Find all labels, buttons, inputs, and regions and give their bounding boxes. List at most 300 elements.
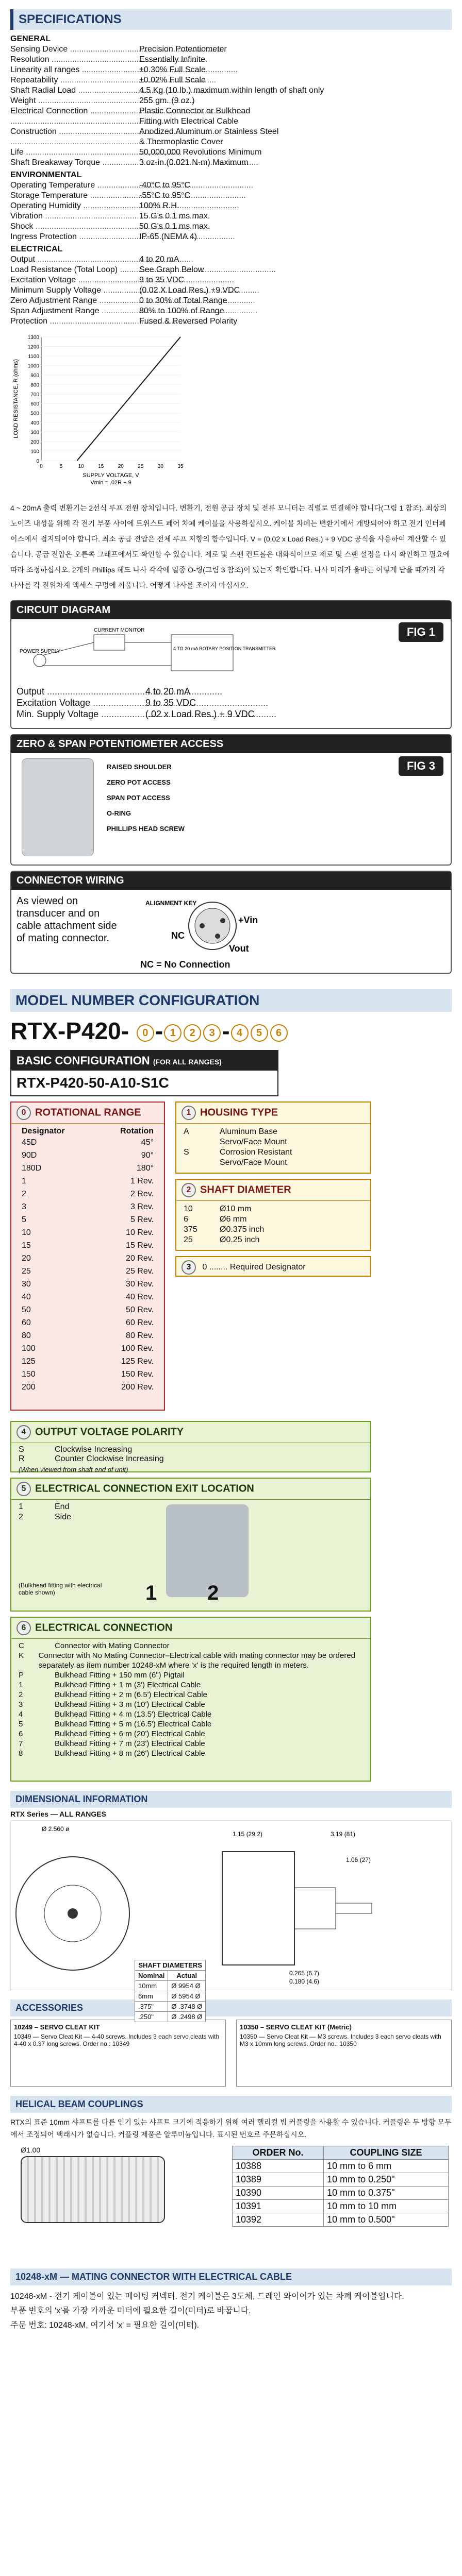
- shaft-dim-row: [135, 1981, 206, 1991]
- rot-col-rotation: Rotation: [120, 1127, 154, 1136]
- shaft-row: [184, 1204, 363, 1214]
- electrical-row: [10, 265, 452, 275]
- connection-row: [19, 1690, 363, 1700]
- rot-rotation: 100 Rev.: [121, 1344, 154, 1353]
- electrical-row: [10, 306, 452, 316]
- environmental-value: 15 G's 0.1 ms max.: [139, 212, 210, 221]
- polarity-rows: [11, 1443, 370, 1466]
- general-row: [10, 147, 452, 158]
- rot-rotation: 20 Rev.: [126, 1254, 154, 1263]
- fig3-badge: FIG 3: [399, 756, 443, 776]
- polarity-code: S: [19, 1445, 24, 1454]
- rot-rotation: 15 Rev.: [126, 1241, 154, 1250]
- exit-desc: Side: [55, 1513, 72, 1521]
- general-row: [10, 86, 452, 96]
- connector-text: As viewed on transducer and on cable attachment side of mating connector.: [16, 895, 117, 944]
- environmental-label: Operating Humidity .....: [10, 201, 139, 211]
- housing-code: [184, 1137, 220, 1147]
- housing-code: S: [184, 1148, 189, 1157]
- electrical-value: 0 to 30% of Total Range: [139, 296, 227, 305]
- rot-rotation: 40 Rev.: [126, 1293, 154, 1301]
- model-code: [10, 1017, 452, 1045]
- general-row: [10, 75, 452, 86]
- zero-span-section: [10, 734, 452, 866]
- connection-desc: Connector with Mating Connector: [55, 1641, 170, 1650]
- rotational-row: [22, 1316, 154, 1329]
- basic-configuration: [10, 1050, 278, 1096]
- rot-designator: 30: [22, 1280, 31, 1289]
- x-axis-label-2: Vmin = .02R + 9: [90, 480, 131, 486]
- accessories-row: [10, 2020, 452, 2087]
- connector-title: CONNECTOR WIRING: [11, 872, 451, 890]
- connection-code: 1: [19, 1681, 23, 1689]
- coupling-size: 10 mm to 0.375": [324, 2187, 449, 2200]
- shaft-desc: Ø0.375 inch: [220, 1225, 265, 1234]
- model-slot: 0: [137, 1024, 154, 1042]
- rot-rotation: 10 Rev.: [126, 1228, 154, 1237]
- exit-marker-2: 2: [207, 1582, 219, 1604]
- coupling-size: 10 mm to 0.500": [324, 2213, 449, 2227]
- housing-row: [184, 1158, 363, 1168]
- shaft-dim-row: [135, 1991, 206, 2002]
- electrical-row: [10, 296, 452, 306]
- general-row: [10, 127, 452, 137]
- rot-rotation: 5 Rev.: [130, 1215, 154, 1224]
- shaft-dim-rows: [135, 1981, 206, 2022]
- coupling-row: [233, 2173, 449, 2187]
- general-value: ±0.30% Full Scale: [139, 65, 206, 74]
- general-value: Precision Potentiometer: [139, 45, 227, 54]
- couplings-text: RTX의 표준 10mm 샤프트를 다른 인기 있는 샤프트 크기에 적응하기 위해 여러 헬리컬 빔 커플링을 사용할 수 있습니다. 커플링은 두 방향 모두에서 조정되어 백래시가 없습니다. 커플링 제품은 알루미늄입니다. 표시된 번호로 주문하십시오.: [10, 2118, 452, 2139]
- zero-span-label: ZERO POT ACCESS: [107, 778, 171, 786]
- environmental-items: [10, 180, 452, 242]
- housing-box: [175, 1101, 371, 1174]
- y-tick-label: 300: [30, 430, 39, 436]
- polarity-code: R: [19, 1454, 25, 1463]
- spec-list: [10, 34, 452, 327]
- electrical-value: See Graph Below: [139, 265, 204, 274]
- rotational-row: [22, 1252, 154, 1265]
- couplings-table: [232, 2146, 449, 2227]
- rotational-row: [22, 1149, 154, 1162]
- power-supply-symbol: [34, 654, 46, 667]
- coupling-image: [21, 2156, 165, 2223]
- rot-designator: 150: [22, 1370, 36, 1379]
- rot-rotation: 3 Rev.: [130, 1202, 154, 1211]
- connection-title: ELECTRICAL CONNECTION: [35, 1622, 173, 1634]
- general-value: ±0.02% Full Scale: [139, 76, 206, 84]
- x-tick-label: 25: [138, 464, 144, 469]
- polarity-desc: Clockwise Increasing: [55, 1445, 133, 1454]
- connection-row: [19, 1700, 363, 1709]
- electrical-value: Fused & Reversed Polarity: [139, 317, 238, 326]
- housing-num: 1: [182, 1106, 196, 1120]
- general-label: [10, 137, 139, 147]
- general-label: Construction .....: [10, 127, 139, 137]
- general-label: Shaft Radial Load .....: [10, 86, 139, 96]
- circuit-spec-value: 9 to 35 VDC: [145, 698, 196, 708]
- rotational-row: [22, 1213, 154, 1226]
- housing-desc: Servo/Face Mount: [220, 1158, 287, 1167]
- polarity-title: OUTPUT VOLTAGE POLARITY: [35, 1426, 184, 1438]
- transmitter-box: [171, 635, 233, 671]
- rotational-row: [22, 1188, 154, 1200]
- model-slot: 6: [270, 1024, 288, 1042]
- cable-text-1: 10248-xM - 전기 케이블이 있는 메이팅 커넥터. 전기 케이블은 3도체, 드레인 와이어가 있는 차폐 케이블입니다.: [10, 2292, 404, 2301]
- connection-row: [19, 1719, 363, 1729]
- rot-designator: 2: [22, 1190, 26, 1198]
- connection-desc: Bulkhead Fitting + 1 m (3') Electrical Cable: [55, 1681, 201, 1689]
- electrical-heading: ELECTRICAL: [10, 245, 63, 253]
- x-tick-label: 10: [78, 464, 84, 469]
- y-tick-label: 900: [30, 372, 39, 379]
- exit-box: [10, 1478, 371, 1612]
- y-tick-label: 700: [30, 392, 39, 398]
- shaft-diameters-table: [135, 1960, 206, 2022]
- cleat-right-text: 10350 — Servo Cleat Kit — M3 screws. Includes 3 each servo cleats with M3 x 10mm long screws. Order no.: 10350: [240, 2033, 441, 2047]
- coupling-size: 10 mm to 10 mm: [324, 2200, 449, 2213]
- rot-designator: 40: [22, 1293, 31, 1301]
- exit-note: (Bulkhead fitting with electrical cable shown): [19, 1582, 102, 1596]
- general-value: Essentially Infinite: [139, 55, 206, 64]
- required-num: 3: [182, 1260, 196, 1275]
- alignment-key-label: ALIGNMENT KEY: [145, 900, 197, 907]
- dimensional-title: DIMENSIONAL INFORMATION: [10, 1791, 452, 1808]
- environmental-row: [10, 232, 452, 242]
- environmental-row: [10, 222, 452, 232]
- environmental-heading: ENVIRONMENTAL: [10, 171, 82, 179]
- connection-num: 6: [16, 1621, 31, 1635]
- general-label: Life .....: [10, 147, 139, 158]
- rotational-row: [22, 1175, 154, 1188]
- environmental-value: -40°C to 95°C: [139, 181, 191, 190]
- connection-code: 8: [19, 1749, 23, 1758]
- coupling-row: [233, 2187, 449, 2200]
- y-tick-label: 1100: [28, 353, 39, 360]
- basic-example: RTX-P420-50-A10-S1C: [16, 1075, 169, 1091]
- housing-desc: Servo/Face Mount: [220, 1138, 287, 1146]
- rot-rotation: 25 Rev.: [126, 1267, 154, 1276]
- coupling-order: 10388: [233, 2160, 324, 2173]
- environmental-label: Ingress Protection .....: [10, 232, 139, 242]
- config-area: [10, 1101, 452, 1416]
- environmental-value: IP-65 (NEMA 4): [139, 232, 197, 241]
- environmental-label: Storage Temperature .....: [10, 191, 139, 201]
- rot-rotation: 180°: [136, 1164, 154, 1173]
- shaft-row: [184, 1214, 363, 1225]
- polarity-num: 4: [16, 1425, 31, 1439]
- general-row: [10, 65, 452, 75]
- cleat-kit-right: [236, 2020, 452, 2087]
- housing-desc: Corrosion Resistant: [220, 1148, 292, 1157]
- rotational-row: [22, 1342, 154, 1355]
- housing-row: [184, 1137, 363, 1147]
- x-tick-label: 30: [157, 464, 163, 469]
- electrical-label: Minimum Supply Voltage .....: [10, 285, 139, 296]
- y-tick-label: 100: [30, 449, 39, 455]
- shaft-nominal: .375": [135, 2002, 168, 2012]
- exit-desc: End: [55, 1502, 70, 1511]
- connection-row: [19, 1749, 363, 1758]
- circuit-diagram: [10, 600, 452, 729]
- coupling-row: [233, 2160, 449, 2173]
- shaft-nominal: 6mm: [135, 1991, 168, 2002]
- circuit-spec-row: [16, 697, 446, 708]
- monitor-label: CURRENT MONITOR: [94, 628, 145, 633]
- x-axis-label: SUPPLY VOLTAGE, V: [82, 472, 139, 479]
- required-code: 0: [202, 1263, 207, 1272]
- shaft-actual: Ø .3748 Ø: [168, 2002, 206, 2012]
- rotational-row: [22, 1303, 154, 1316]
- coupling-order: 10391: [233, 2200, 324, 2213]
- korean-description: 4 ~ 20mA 출력 변환기는 2선식 루프 전원 장치입니다. 변환기, 전원 공급 장치 및 전류 모니터는 직렬로 연결해야 합니다(그림 1 참조). 최상의 노이즈 내성을 위해 각 전기 부품 사이에 트위스트 페어 차폐 케이블을 사용하십시오. 케이블 차폐는 변환기에서 개방되어야 하고 전기 인터페이스에서 접지되어야 합니다. 최소 공급 전압은 전체 루프 저항의 함수입니다. V = (0.02 x Load Res.) + 9 VDC 공식을 사용하여 계산할 수 있습니다. 공급 전압은 오른쪽 그래프에서도 확인할 수 있습니다. 제로 및 스팬 컨트롤은 대화식이므로 제로 및 스팬 설정을 다시 확인하고 필요에 따라 조정하십시오. 2개의 Phillips 헤드 나사 각각에 일종 O-링(그림 3 참조)이 있는지 확인합니다. 나사 머리가 올바른 어떻게 닫을 때까지 각 나사를 각 전위차계 액세스 구멍에 끼웁니다. 어떻게 나사를 조이지 마십시오.: [10, 504, 450, 589]
- cleat-kit-left: [10, 2020, 226, 2087]
- electrical-label: Span Adjustment Range .....: [10, 306, 139, 316]
- connection-box: [10, 1617, 371, 1782]
- model-slot: 1: [164, 1024, 182, 1042]
- connection-row: [19, 1680, 363, 1690]
- shaft-desc: Ø0.25 inch: [220, 1235, 260, 1244]
- zero-span-label: O-RING: [107, 809, 131, 817]
- x-tick-label: 35: [177, 464, 184, 469]
- electrical-value: 9 to 35 VDC: [139, 276, 185, 284]
- rot-title: ROTATIONAL RANGE: [35, 1107, 141, 1118]
- connection-code: 3: [19, 1700, 23, 1709]
- rot-designator: 100: [22, 1344, 36, 1353]
- model-slot: 2: [184, 1024, 201, 1042]
- general-row: [10, 55, 452, 65]
- rot-rotation: 90°: [141, 1151, 154, 1160]
- shaft-desc: Ø10 mm: [220, 1205, 252, 1213]
- general-row: [10, 106, 452, 116]
- rot-designator: 45D: [22, 1138, 37, 1147]
- circuit-spec-label: Excitation Voltage .....: [16, 697, 145, 708]
- shaft-actual: Ø .2498 Ø: [168, 2012, 206, 2022]
- general-value: Plastic Connector or Bulkhead: [139, 107, 251, 115]
- environmental-value: 100% R.H.: [139, 201, 179, 210]
- environmental-row: [10, 211, 452, 222]
- connection-code: 6: [19, 1730, 23, 1738]
- model-prefix: RTX-P420-: [10, 1018, 129, 1044]
- y-tick-label: 1300: [27, 335, 39, 341]
- rot-designator: 180D: [22, 1164, 42, 1173]
- environmental-value: 50 G's 0.1 ms max.: [139, 222, 210, 231]
- housing-row: [184, 1127, 363, 1137]
- connection-row: [19, 1709, 363, 1719]
- transducer-image: [22, 758, 94, 856]
- rot-designator: 60: [22, 1318, 31, 1327]
- coupling-order: 10389: [233, 2173, 324, 2187]
- general-heading: GENERAL: [10, 35, 51, 43]
- rotational-row: [22, 1226, 154, 1239]
- general-label: Electrical Connection .....: [10, 106, 139, 116]
- x-tick-label: 20: [118, 464, 124, 469]
- general-value: 3 oz-in.(0.021 N-m) Maximum: [139, 158, 249, 167]
- environmental-value: -55°C to 95°C: [139, 191, 191, 200]
- polarity-desc: Counter Clockwise Increasing: [55, 1454, 164, 1463]
- general-label: Weight .....: [10, 96, 139, 106]
- environmental-label: Vibration .....: [10, 211, 139, 222]
- general-value: Anodized Aluminum or Stainless Steel: [139, 127, 279, 136]
- shaft-dim-row: [135, 2012, 206, 2022]
- general-value: Fitting with Electrical Cable: [139, 117, 239, 126]
- y-tick-label: 600: [30, 401, 39, 408]
- zero-span-label: RAISED SHOULDER: [107, 763, 172, 771]
- connection-row: [19, 1651, 363, 1670]
- connection-code: 4: [19, 1710, 23, 1719]
- electrical-value: 80% to 100% of Range: [139, 307, 224, 315]
- general-label: Linearity all ranges .....: [10, 65, 139, 75]
- rot-designator: 10: [22, 1228, 31, 1237]
- rotational-row: [22, 1368, 154, 1381]
- connection-code: 2: [19, 1690, 23, 1699]
- circuit-title: CIRCUIT DIAGRAM: [11, 601, 451, 619]
- connection-desc: Bulkhead Fitting + 5 m (16.5') Electrical Cable: [55, 1720, 212, 1728]
- vout-label: Vout: [229, 943, 249, 954]
- rot-designator: 90D: [22, 1151, 37, 1160]
- shaft-row: [184, 1225, 363, 1235]
- electrical-value: (0.02 X Load Res.) +9 VDC: [139, 286, 240, 295]
- zero-span-label: SPAN POT ACCESS: [107, 794, 170, 802]
- general-row: [10, 96, 452, 106]
- rot-designator: 15: [22, 1241, 31, 1250]
- electrical-row: [10, 285, 452, 296]
- y-tick-label: 400: [30, 420, 39, 427]
- rot-rotation: 1 Rev.: [130, 1177, 154, 1185]
- electrical-row: [10, 275, 452, 285]
- general-row: [10, 116, 452, 127]
- model-slot: 4: [231, 1024, 249, 1042]
- general-label: Resolution .....: [10, 55, 139, 65]
- required-label: Required Designator: [229, 1263, 306, 1272]
- rot-designator: 5: [22, 1215, 26, 1224]
- exit-marker-1: 1: [145, 1582, 157, 1604]
- dim-4: 0.265 (6.7): [289, 1970, 320, 1977]
- general-value: & Thermoplastic Cover: [139, 138, 223, 146]
- connection-code: 7: [19, 1739, 23, 1748]
- dim-2: 3.19 (81): [331, 1831, 356, 1838]
- shaft-code: 25: [184, 1235, 193, 1244]
- electrical-items: [10, 255, 452, 327]
- rotational-row: [22, 1239, 154, 1252]
- connection-row: [19, 1670, 363, 1680]
- connection-rows: [11, 1639, 370, 1760]
- general-value: 255 gm. (9 oz.): [139, 96, 195, 105]
- rot-rotation: 150 Rev.: [121, 1370, 154, 1379]
- current-monitor-box: [94, 635, 125, 650]
- coupling-dim: Ø1.00: [21, 2146, 41, 2154]
- zero-span-title: ZERO & SPAN POTENTIOMETER ACCESS: [11, 735, 451, 753]
- electrical-label: Load Resistance (Total Loop) .....: [10, 265, 139, 275]
- dim-1: 1.15 (29.2): [233, 1831, 263, 1838]
- shaft-row: [184, 1235, 363, 1245]
- housing-row: [184, 1147, 363, 1158]
- rotational-row: [22, 1265, 154, 1278]
- dia-label: Ø 2.560 ø: [42, 1825, 70, 1833]
- rot-rotation: 2 Rev.: [130, 1190, 154, 1198]
- shaft-table-title: SHAFT DIAMETERS: [135, 1960, 206, 1971]
- polarity-box: [10, 1421, 371, 1472]
- nc-label: NC: [171, 930, 185, 941]
- general-label: [10, 116, 139, 127]
- general-row: [10, 44, 452, 55]
- model-slots: 0 - 1 2 3 - 4 5 6: [136, 1018, 289, 1044]
- cleat-right-title: 10350 – SERVO CLEAT KIT (Metric): [240, 2023, 352, 2031]
- environmental-row: [10, 180, 452, 191]
- zero-span-label: PHILLIPS HEAD SCREW: [107, 825, 185, 833]
- x-tick-label: 15: [98, 464, 104, 469]
- connector-wiring: [10, 871, 452, 974]
- rotational-range-box: [10, 1101, 165, 1411]
- shaft-code: 6: [184, 1215, 188, 1224]
- rot-rotation: 50 Rev.: [126, 1306, 154, 1314]
- dim-svg: [11, 1821, 452, 1991]
- environmental-row: [10, 191, 452, 201]
- required-box: 3 0 ........ Required Designator: [175, 1256, 371, 1277]
- coupling-row: [233, 2213, 449, 2227]
- couplings-area: [10, 2146, 452, 2259]
- electrical-label: Output .....: [10, 255, 139, 265]
- shaft-nominal: .250": [135, 2012, 168, 2022]
- polarity-row: [19, 1445, 363, 1454]
- cable-text-2: 부품 번호의 'x'를 가장 가까운 미터에 필요한 길이(미터)로 바꿉니다.: [10, 2307, 251, 2315]
- connection-desc: Bulkhead Fitting + 4 m (13.5') Electrical Cable: [55, 1710, 212, 1719]
- general-value: 50,000,000 Revolutions Minimum: [139, 148, 262, 157]
- specifications-title: SPECIFICATIONS: [10, 9, 452, 30]
- shaft-box: [175, 1179, 371, 1251]
- circuit-spec-value: (.02 x Load Res.) + 9 VDC: [145, 709, 255, 719]
- cleat-left-text: 10349 — Servo Cleat Kit — 4-40 screws. Includes 3 each servo cleats with 4-40 x 0.37 long screws. Order no.: 10349: [14, 2033, 220, 2047]
- coupling-size: 10 mm to 0.250": [324, 2173, 449, 2187]
- model-slot: 3: [203, 1024, 221, 1042]
- connection-desc: Bulkhead Fitting + 2 m (6.5') Electrical Cable: [55, 1690, 207, 1699]
- connection-row: [19, 1739, 363, 1749]
- y-axis-label: LOAD RESISTANCE, R (ohms): [13, 359, 19, 438]
- shaft-code: 375: [184, 1225, 197, 1234]
- rotational-row: [22, 1291, 154, 1303]
- housing-code: [184, 1158, 220, 1168]
- connection-desc: Bulkhead Fitting + 150 mm (6") Pigtail: [55, 1671, 185, 1680]
- transmitter-label: 4 TO 20 mA ROTARY POSITION TRANSMITTER: [173, 646, 276, 651]
- environmental-label: Shock .....: [10, 222, 139, 232]
- y-tick-label: 1200: [27, 344, 39, 350]
- power-label: POWER SUPPLY: [20, 649, 61, 654]
- basic-label: BASIC CONFIGURATION: [16, 1054, 150, 1067]
- fig1-badge: FIG 1: [399, 622, 443, 642]
- y-tick-label: 500: [30, 411, 39, 417]
- rotational-row: [22, 1329, 154, 1342]
- general-value: 4.5 Kg (10 lb.) maximum within length of shaft only: [139, 86, 324, 95]
- electrical-label: Zero Adjustment Range .....: [10, 296, 139, 306]
- general-label: Repeatability .....: [10, 75, 139, 86]
- circuit-spec-label: Output .....: [16, 686, 145, 697]
- connection-desc: Bulkhead Fitting + 3 m (10') Electrical Cable: [55, 1700, 205, 1709]
- environmental-label: Operating Temperature .....: [10, 180, 139, 191]
- zero-span-labels: [107, 759, 185, 837]
- dimensional-sub: RTX Series — ALL RANGES: [10, 1810, 106, 1818]
- rotational-header: [22, 1127, 154, 1136]
- connection-row: [19, 1729, 363, 1739]
- rotational-row: [22, 1200, 154, 1213]
- shaft-col-nominal: Nominal: [135, 1971, 168, 1981]
- exit-code: 2: [19, 1513, 23, 1521]
- rot-designator: 20: [22, 1254, 31, 1263]
- y-tick-label: 800: [30, 382, 39, 388]
- housing-desc: Aluminum Base: [220, 1127, 278, 1136]
- rot-designator: 1: [22, 1177, 26, 1185]
- connection-desc: Connector with No Mating Connector–Electrical cable with mating connector may be ordered separately as item number 10248-xM where 'x' is the required length in meters.: [38, 1651, 356, 1670]
- coupling-row: [233, 2200, 449, 2213]
